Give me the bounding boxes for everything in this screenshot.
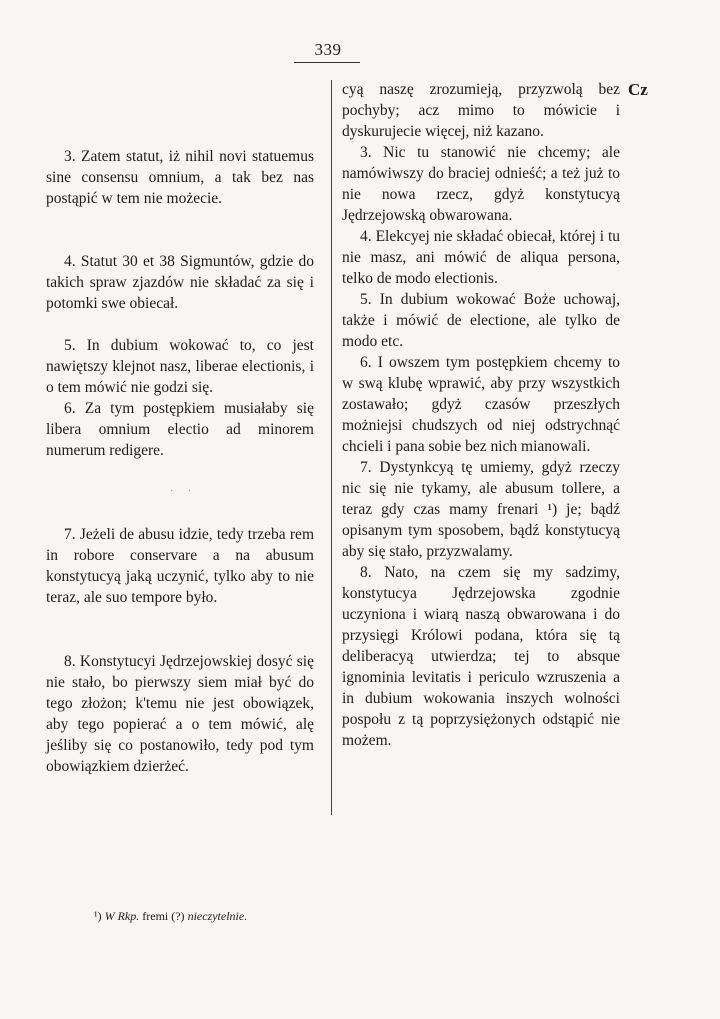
column-divider xyxy=(331,80,332,815)
left-column xyxy=(46,524,314,608)
margin-note: Cz xyxy=(628,80,648,99)
header-rule xyxy=(294,62,360,63)
right-paragraph-continuation: cyą naszę zrozumieją, przyzwolą bez pochyby; acz mimo to mówicie i dyskurujecie więcej, niż kazano. xyxy=(342,81,620,140)
right-paragraph-8: 8. Nato, na czem się my sadzimy, konstytucya Jędrzejowska zgodnie uczyniona i wiarą naszą obwarowana i do przysięgi Królowi podana, która się tą deliberacyą utwierdza; tej to absque ignominia levitatis i periculo wzruszenia a in dubium wokowania inszych wolności pospołu z tą poprzysiężonych odstąpić nie możem. xyxy=(342,564,620,749)
footnote-note: nieczytelnie. xyxy=(187,909,248,923)
left-column xyxy=(46,335,314,461)
decorative-dots: · · xyxy=(170,486,198,497)
left-paragraph-3: 3. Zatem statut, iż nihil novi statuemus sine consensu omnium, a tak bez nas postąpić w tem nie możecie. xyxy=(46,148,314,207)
left-column xyxy=(46,146,314,209)
left-column xyxy=(46,251,314,314)
footnote-reading: fremi (?) xyxy=(142,909,185,923)
left-paragraph-7: 7. Jeżeli de abusu idzie, tedy trzeba rem in robore conservare a na abusum konstytucyą jaką uczynić, tylko aby to nie teraz, ale suo tempore było. xyxy=(46,526,314,606)
right-paragraph-4: 4. Elekcyej nie składać obiecał, której i tu nie masz, ani mówić de aliqua persona, telko de modo electionis. xyxy=(342,228,620,287)
right-paragraph-3: 3. Nic tu stanowić nie chcemy; ale namówiwszy do braciej odnieść; a też już to nie nowa rzecz, gdyż konstytucyą Jędrzejowską obwarowana. xyxy=(342,144,620,224)
right-paragraph-6: 6. I owszem tym postępkiem chcemy to w swą klubę wprawić, aby przy wszystkich zostawało; gdyż czasów przeszłych możniejsi chudszych od niej odstrychnąć chcieli i pana sobie bez nich mianowali. xyxy=(342,354,620,455)
right-paragraph-7: 7. Dystynkcyą tę umiemy, gdyż rzeczy nic się nie tykamy, ale abusum tollere, a teraz gdy czas mamy frenari ¹) je; bądź opisanym tym sposobem, bądź konstytucyą aby się stało, przyzwalamy. xyxy=(342,459,620,560)
left-paragraph-4: 4. Statut 30 et 38 Sigmuntów, gdzie do takich spraw zjazdów nie składać za się i potomki swe obiecał. xyxy=(46,253,314,312)
left-paragraph-5: 5. In dubium wokować to, co jest nawiętszy klejnot nasz, liberae electionis, i o tem mówić nie godzi się. xyxy=(46,337,314,396)
page-number: 339 xyxy=(314,40,342,59)
right-paragraph-5: 5. In dubium wokować Boże uchowaj, także i mówić de electione, ale tylko de modo etc. xyxy=(342,291,620,350)
left-column xyxy=(46,651,314,777)
left-paragraph-8: 8. Konstytucyi Jędrzejowskiej dosyć się nie stało, bo pierwszy siem miał być do tego złożon; k'temu nie jest obowiązek, aby tego popierać a o tem mówić, alę jeśliby się co postanowiło, tedy pod tym obowiązkiem dzierżeć. xyxy=(46,653,314,775)
left-paragraph-6: 6. Za tym postępkiem musiałaby się libera omnium electio ad minorem numerum redigere. xyxy=(46,400,314,459)
footnote-source: W Rkp. xyxy=(104,909,140,923)
right-column xyxy=(342,79,620,751)
footnote-marker: ¹) xyxy=(94,909,102,923)
footnote xyxy=(94,908,247,924)
